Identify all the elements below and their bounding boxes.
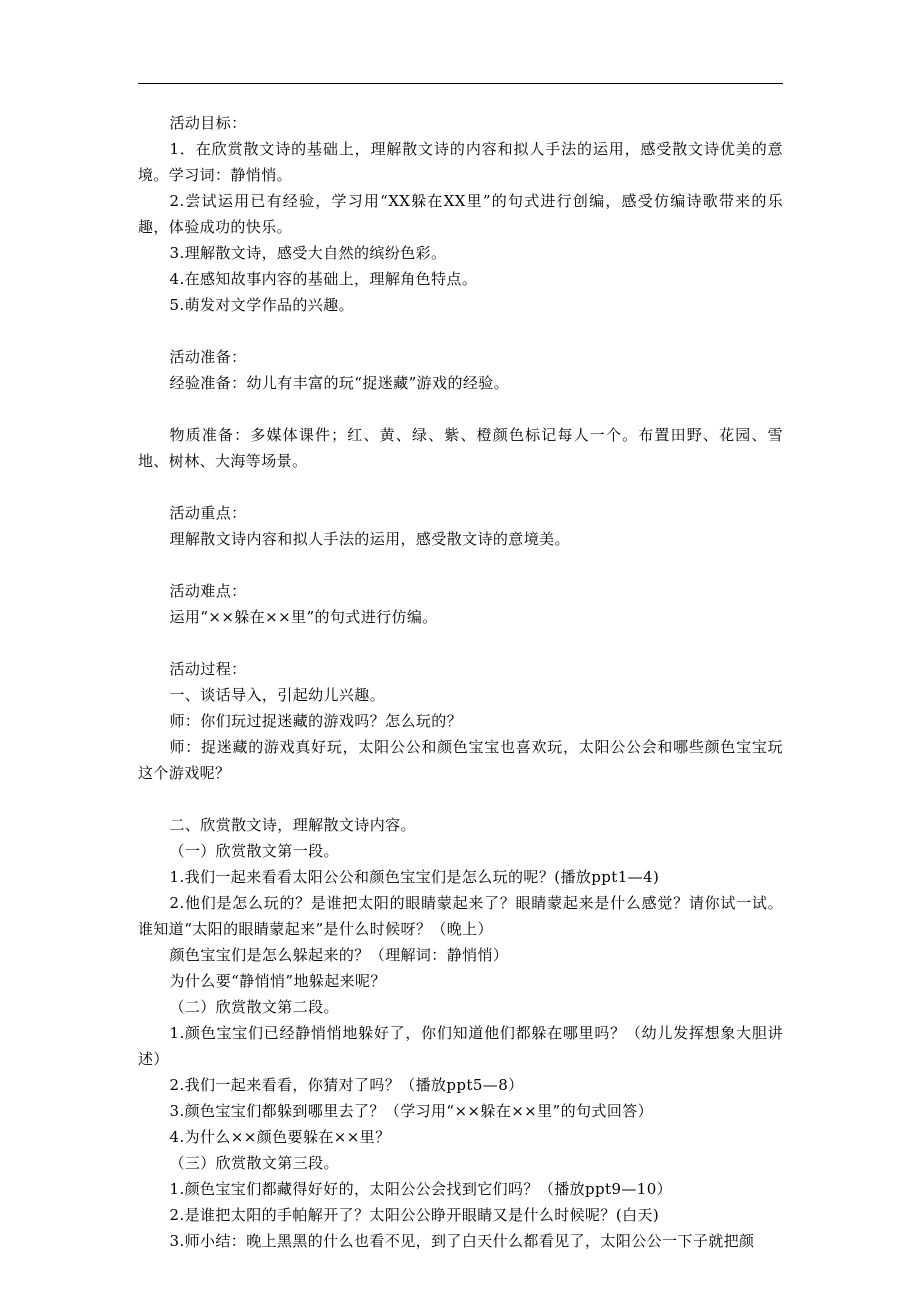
paragraph: （一）欣赏散文第一段。 (169, 842, 339, 860)
paragraph-spacer (138, 630, 783, 656)
paragraph: 师：捉迷藏的游戏真好玩，太阳公公和颜色宝宝也喜欢玩，太阳公公会和哪些颜色宝宝玩这个游戏呢？ (138, 738, 783, 782)
paragraph: （三）欣赏散文第三段。 (169, 1154, 339, 1172)
document-body (138, 110, 783, 1254)
header-rule (138, 83, 783, 84)
paragraph-spacer (138, 474, 783, 500)
paragraph: 为什么要“静悄悄”地躲起来呢？ (169, 972, 386, 990)
paragraph: 3.师小结：晚上黑黑的什么也看不见，到了白天什么都看见了，太阳公公一下子就把颜 (169, 1232, 755, 1250)
paragraph: 1.颜色宝宝们已经静悄悄地躲好了，你们知道他们都躲在哪里吗？（幼儿发挥想象大胆讲述） (138, 1024, 783, 1068)
paragraph-spacer (138, 318, 783, 344)
paragraph: 2.是谁把太阳的手帕解开了？太阳公公睁开眼睛又是什么时候呢？(白天) (169, 1206, 660, 1224)
paragraph: 活动过程： (169, 660, 247, 678)
paragraph: 1．在欣赏散文诗的基础上，理解散文诗的内容和拟人手法的运用，感受散文诗优美的意境。学习词：静悄悄。 (138, 140, 783, 184)
paragraph: 2.尝试运用已有经验，学习用“XX躲在XX里”的句式进行创编，感受仿编诗歌带来的乐趣，体验成功的快乐。 (138, 192, 783, 236)
paragraph: 活动难点： (169, 582, 247, 600)
paragraph-spacer (138, 396, 783, 422)
paragraph: 3.颜色宝宝们都躲到哪里去了？（学习用“××躲在××里”的句式回答） (169, 1102, 654, 1120)
paragraph: 二、欣赏散文诗，理解散文诗内容。 (169, 816, 416, 834)
paragraph: 1.颜色宝宝们都藏得好好的，太阳公公会找到它们吗？（播放ppt9—10） (169, 1180, 673, 1198)
paragraph: 2.他们是怎么玩的？是谁把太阳的眼睛蒙起来了？眼睛蒙起来是什么感觉？请你试一试。谁知道“太阳的眼睛蒙起来”是什么时候呀？（晚上） (138, 894, 783, 938)
paragraph: 4.为什么××颜色要躲在××里？ (169, 1128, 391, 1146)
paragraph: 1.我们一起来看看太阳公公和颜色宝宝们是怎么玩的呢？(播放ppt1—4) (169, 868, 660, 886)
paragraph: 活动目标： (169, 114, 247, 132)
paragraph: 活动准备： (169, 348, 247, 366)
paragraph: 运用“××躲在××里”的句式进行仿编。 (169, 608, 438, 626)
paragraph: 师：你们玩过捉迷藏的游戏吗？怎么玩的？ (169, 712, 463, 730)
paragraph: 2.我们一起来看看，你猜对了吗？（播放ppt5—8） (169, 1076, 524, 1094)
paragraph: 5.萌发对文学作品的兴趣。 (169, 296, 355, 314)
paragraph-spacer (138, 552, 783, 578)
paragraph: 物质准备：多媒体课件；红、黄、绿、紫、橙颜色标记每人一个。布置田野、花园、雪地、树林、大海等场景。 (138, 426, 783, 470)
paragraph: 4.在感知故事内容的基础上，理解角色特点。 (169, 270, 478, 288)
paragraph: 3.理解散文诗，感受大自然的缤纷色彩。 (169, 244, 447, 262)
paragraph: 颜色宝宝们是怎么躲起来的？（理解词：静悄悄） (169, 946, 509, 964)
paragraph: 一、谈话导入，引起幼儿兴趣。 (169, 686, 386, 704)
paragraph-spacer (138, 786, 783, 812)
paragraph: （二）欣赏散文第二段。 (169, 998, 339, 1016)
paragraph: 经验准备：幼儿有丰富的玩“捉迷藏”游戏的经验。 (169, 374, 510, 392)
paragraph: 活动重点： (169, 504, 247, 522)
paragraph: 理解散文诗内容和拟人手法的运用，感受散文诗的意境美。 (169, 530, 570, 548)
